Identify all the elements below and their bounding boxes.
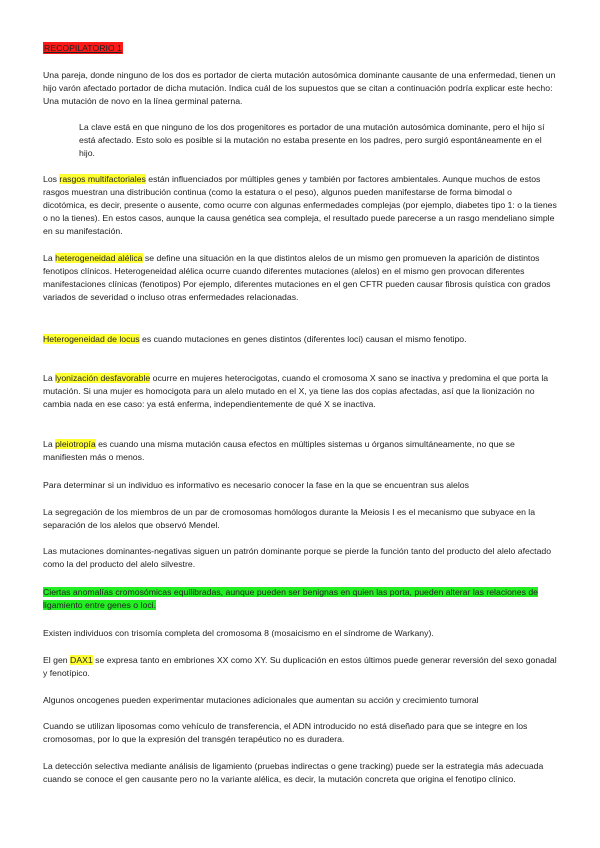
paragraph-dax1 xyxy=(43,654,557,680)
paragraph-heterogeneidad-alelica xyxy=(43,252,557,304)
text-fragment: Los xyxy=(43,174,60,184)
text-fragment: ocurre en mujeres heterocigotas, cuando el cromosoma X sano se inactiva y predomina el que porta la mutación. Si una mujer es homocigota para un alelo mutado en el X, ya tiene las dos copias afectadas, así que la lionización no cambia nada en ese caso: ya está enferma, independientemente de qué X se inactiva. xyxy=(43,373,549,409)
text-fragment: es cuando una misma mutación causa efectos en múltiples sistemas u órganos simultáneamente, no que se manifiesten más o menos. xyxy=(43,439,515,462)
paragraph-liposomas: Cuando se utilizan liposomas como vehículo de transferencia, el ADN introducido no está diseñado para que se integre en los cromosomas, por lo que la expresión del transgén terapéutico no es duradera. xyxy=(43,721,528,744)
text-fragment: se define una situación en la que distintos alelos de un mismo gen promueven la aparición de distintos fenotipos clínicos. Heterogeneidad alélica ocurre cuando diferentes mutaciones (alelos) en el mismo gen provocan diferentes manifestaciones clínicas (fenotipos) Por ejemplo, diferentes mutaciones en el gen CFTR pueden causar fibrosis quística con grados variados de severidad o incluso otras enfermedades relacionadas. xyxy=(43,253,551,302)
highlight-rasgos-multifactoriales: rasgos multifactoriales xyxy=(59,174,146,184)
paragraph-dominantes-negativas: Las mutaciones dominantes-negativas siguen un patrón dominante porque se pierde la función tanto del producto del alelo afectado como la del producto del alelo silvestre. xyxy=(43,546,552,569)
document-title: RECOPILATORIO 1 xyxy=(44,43,122,53)
paragraph-heterogeneidad-locus xyxy=(43,333,557,346)
paragraph-trisomia-8: Existen individuos con trisomía completa del cromosoma 8 (mosaicismo en el síndrome de Warkany). xyxy=(43,628,434,638)
paragraph-de-novo-question: Una pareja, donde ninguno de los dos es portador de cierta mutación autosómica dominante causante de una enfermedad, tienen un hijo varón afectado portador de dicha mutación. Indica cuál de los supuestos que se citan a continuación podría explicar este hecho: Una mutación de novo en la línea germinal paterna. xyxy=(43,70,556,106)
paragraph-lyonizacion xyxy=(43,372,557,411)
paragraph-multifactorial xyxy=(43,173,557,238)
paragraph-segregacion: La segregación de los miembros de un par de cromosomas homólogos durante la Meiosis I es el mecanismo que subyace en la separación de los alelos que observó Mendel. xyxy=(43,507,536,530)
text-fragment: El gen xyxy=(43,655,71,665)
highlight-lyonizacion: lyonización desfavorable xyxy=(55,373,151,383)
text-fragment: La xyxy=(43,373,56,383)
highlight-dax1: DAX1 xyxy=(70,655,93,665)
highlight-pleiotropia: pleiotropía xyxy=(55,439,96,449)
highlight-heterogeneidad-locus: Heterogeneidad de locus xyxy=(43,334,140,344)
text-fragment: se expresa tanto en embriones XX como XY. Su duplicación en estos últimos puede generar reversión del sexo gonadal y fenotípico. xyxy=(43,655,557,678)
text-fragment: La xyxy=(43,253,56,263)
highlight-anomalias-cromosomicas: Ciertas anomalías cromosómicas equilibradas, aunque pueden ser benignas en quien las porta, pueden alterar las relaciones de ligamiento entre genes o loci. xyxy=(43,587,539,610)
text-fragment: La xyxy=(43,439,56,449)
paragraph-anomalias-cromosomicas xyxy=(43,586,557,612)
paragraph-oncogenes: Algunos oncogenes pueden experimentar mutaciones adicionales que aumentan su acción y crecimiento tumoral xyxy=(43,695,479,705)
highlight-heterogeneidad-alelica: heterogeneidad alélica xyxy=(55,253,143,263)
text-fragment: es cuando mutaciones en genes distintos (diferentes loci) causan el mismo fenotipo. xyxy=(139,334,467,344)
paragraph-de-novo-explanation: La clave está en que ninguno de los dos progenitores es portador de una mutación autosómica dominante, pero el hijo sí está afectado. Esto solo es posible si la mutación no estaba presente en los padres, pero surgió espontáneamente en el hijo. xyxy=(79,122,545,158)
paragraph-informativo: Para determinar si un individuo es informativo es necesario conocer la fase en la que se encuentran sus alelos xyxy=(43,480,469,490)
paragraph-pleiotropia xyxy=(43,438,557,464)
paragraph-deteccion-selectiva: La detección selectiva mediante análisis de ligamiento (pruebas indirectas o gene tracking) puede ser la estrategia más adecuada cuando se conoce el gen causante pero no la variante alélica, es decir, la mutación concreta que origina el fenotipo clínico. xyxy=(43,761,544,784)
text-fragment: están influenciados por múltiples genes y también por factores ambientales. Aunque muchos de estos rasgos muestran una distribución continua (como la estatura o el peso), algunos pueden manifestarse de forma bimodal o dicotómica, es decir, presente o ausente, como ocurre con algunas enfermedades complejas (por ejemplo, diabetes tipo 1: o la tienes o no la tienes). En estos casos, aunque la causa genética sea compleja, el resultado puede parecerse a un rasgo mendeliano simple en su manifestación. xyxy=(43,174,557,236)
